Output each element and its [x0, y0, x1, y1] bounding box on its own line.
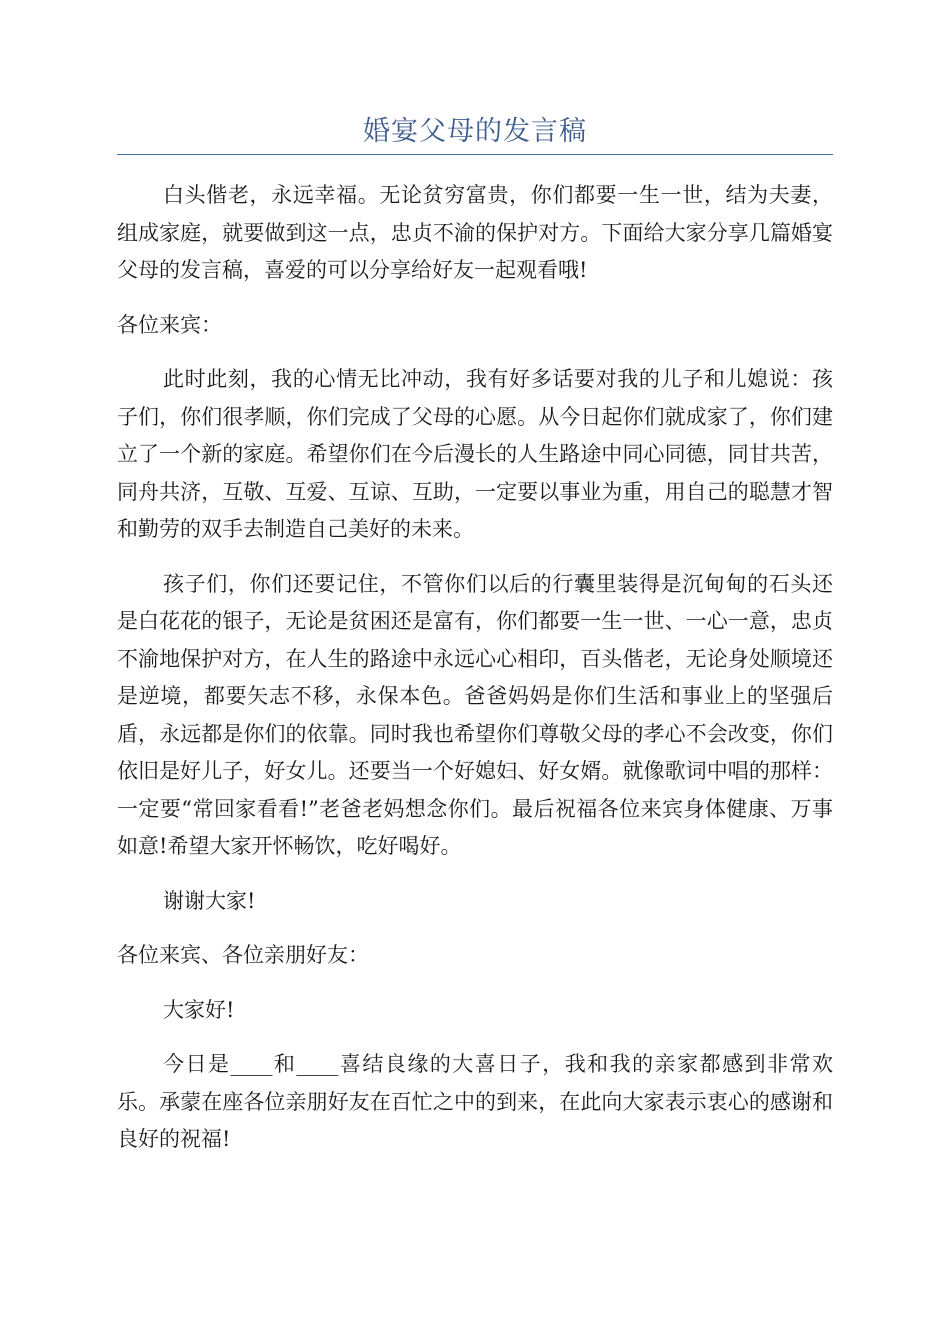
document-body — [117, 177, 833, 1159]
speech-paragraph: 孩子们，你们还要记住，不管你们以后的行囊里装得是沉甸甸的石头还是白花花的银子，无论是贫困还是富有，你们都要一生一世、一心一意，忠贞不渝地保护对方，在人生的路途中永远心心相印，百头偕老，无论身处顺境还是逆境，都要矢志不移，永保本色。爸爸妈妈是你们生活和事业上的坚强后盾，永远都是你们的依靠。同时我也希望你们尊敬父母的孝心不会改变，你们依旧是好儿子，好女儿。还要当一个好媳妇、好女婿。就像歌词中唱的那样：一定要“常回家看看!”老爸老妈想念你们。最后祝福各位来宾身体健康、万事如意!希望大家开怀畅饮，吃好喝好。 — [117, 571, 833, 858]
salutation-guests-friends: 各位来宾、各位亲朋好友： — [117, 943, 369, 967]
closing-thanks: 谢谢大家! — [163, 888, 256, 913]
salutation-guests: 各位来宾： — [117, 312, 222, 337]
greeting: 大家好! — [163, 997, 235, 1022]
intro-paragraph: 白头偕老，永远幸福。无论贫穷富贵，你们都要一生一世，结为夫妻，组成家庭，就要做到这一点，忠贞不渝的保护对方。下面给大家分享几篇婚宴父母的发言稿，喜爱的可以分享给好友一起观看哦! — [117, 183, 833, 282]
title-underline — [117, 154, 833, 155]
speech-paragraph: 今日是____和____喜结良缘的大喜日子，我和我的亲家都感到非常欢乐。承蒙在座各位亲朋好友在百忙之中的到来，在此向大家表示衷心的感谢和良好的祝福! — [117, 1052, 833, 1151]
document-page — [117, 112, 833, 1176]
document-title: 婚宴父母的发言稿 — [363, 116, 587, 147]
speech-paragraph: 此时此刻，我的心情无比冲动，我有好多话要对我的儿子和儿媳说：孩子们，你们很孝顺，你们完成了父母的心愿。从今日起你们就成家了，你们建立了一个新的家庭。希望你们在今后漫长的人生路途中同心同德，同甘共苦，同舟共济，互敬、互爱、互谅、互助，一定要以事业为重，用自己的聪慧才智和勤劳的双手去制造自己美好的未来。 — [117, 367, 833, 541]
